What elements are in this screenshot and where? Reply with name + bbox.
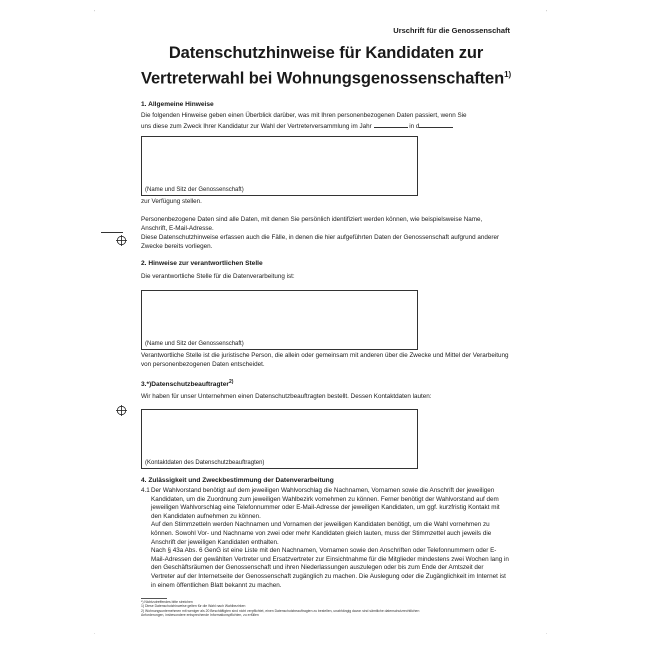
footnote: Anforderungen, insbesondere entsprechende Informationspflichten, zu erfüllen [141,613,259,618]
section-4-paragraph-3: Nach § 43a Abs. 6 GenG ist eine Liste mit den Nachnamen, Vornamen sowie den Anschriften oder Telefonnummern oder E-Mail-Adressen der gewählten Vertreter und Ersatzvertreter zur Einsichtnahme für die Mitglieder mindestens zwei Wochen lang in den Geschäftsräumen der Genossenschaft und ihren Niederlassungen auszulegen oder bis zum Ende der Amtszeit der Vertreter auf der Internetseite der Genossenschaft zugänglich zu machen. Die Auslegung oder die Zugänglichkeit im Internet ist in einem öffentlichen Blatt bekannt zu machen. [151,547,509,589]
section-4-paragraph-2: Auf den Stimmzetteln werden Nachnamen und Vornamen der jeweiligen Kandidaten benötigt, um die Wahl vornehmen zu können. Sowohl Vor- und Nachname von zwei oder mehr Kandidaten gleich lauten, muss der Stimmzettel auch jeweils die Anschrift der jeweiligen Kandidaten enthalten. [151,521,492,546]
cooperative-name-box[interactable] [141,136,418,196]
crop-mark-bottom-left: . [94,630,96,636]
crop-mark-top-left: ' [94,10,95,16]
footnote: 1) Diese Datenschutzhinweise gelten für die Wahl nach Wahlbezirken [141,604,246,609]
original-copy-label: Urschrift für die Genossenschaft [393,26,510,35]
registration-mark-icon [116,405,127,416]
section-1-heading: 1. Allgemeine Hinweise [141,101,214,108]
crop-mark-bottom-right: . [546,630,548,636]
fold-mark [101,232,123,233]
section-1-paragraph-2: Personenbezogene Daten sind alle Daten, mit denen Sie persönlich identifiziert werden können, wie beispielsweise Name, Anschrift, E-Mail-Adresse. [141,216,483,232]
footnote: *) Nichtzutreffendes bitte streichen [141,600,193,604]
box-caption: (Name und Sitz der Genossenschaft) [145,341,244,347]
section-3-heading: 3.*)Datenschutzbeauftragter$^{2)}$ [141,379,234,389]
footnote: 2) Wohnungsunternehmen mit weniger als 20 Beschäftigten sind nicht verpflichtet, einen Datenschutzbeauftragten zu bestellen, unabhängig davon sind sämtliche datenschutzrechtlichen [141,608,420,613]
section-1-after-box: zur Verfügung stellen. [141,198,202,205]
section-1-intro: Die folgenden Hinweise geben einen Überblick darüber, was mit Ihren personenbezogenen Daten passiert, wenn Sie uns diese zum Zweck Ihrer Kandidatur zur Wahl der Vertreterversammlung im Jahr in d [141,112,467,130]
data-protection-officer-box[interactable] [141,409,418,469]
section-4-paragraph-1: Der Wahlvorstand benötigt auf dem jeweiligen Wahlvorschlag die Nachnamen, Vornamen sowie die Anschrift der jeweiligen Kandidaten, um die Zuordnung zum jeweiligen Wahlbezirk vornehmen zu können. Ferner benötigt der Wahlvorstand auf dem jeweiligen Wahlvorschlag eine Telefonnummer oder E-Mail-Adresse der jeweiligen Kandidaten, um ggf. kurzfristig Kontakt mit den Kandidaten aufnehmen zu können. [151,487,500,520]
section-3-intro: Wir haben für unser Unternehmen einen Datenschutzbeauftragten bestellt. Dessen Kontaktdaten lauten: [141,393,432,400]
section-2-intro: Die verantwortliche Stelle für die Datenverarbeitung ist: [141,273,295,280]
section-4-heading: 4. Zulässigkeit und Zweckbestimmung der Datenverarbeitung [141,477,334,484]
section-1-paragraph-3: Diese Datenschutzhinweise erfassen auch die Fälle, in denen die hier aufgeführten Daten der Genossenschaft aufgrund anderer Zwecke bereits vorliegen. [141,234,500,250]
year-blank-field[interactable] [374,121,408,128]
box-caption: (Name und Sitz der Genossenschaft) [145,187,244,193]
cooperative-blank-field[interactable] [419,121,453,128]
page-title: Datenschutzhinweise für Kandidaten zur Vertreterwahl bei Wohnungsgenossenschaften$^{1)}$ [140,44,512,88]
section-4-1 [141,487,509,590]
crop-mark-top-right: ' [546,10,547,16]
responsible-party-box[interactable] [141,290,418,350]
section-2-heading: 2. Hinweise zur verantwortlichen Stelle [141,260,263,267]
section-2-after-box: Verantwortliche Stelle ist die juristische Person, die allein oder gemeinsam mit anderen über die Zwecke und Mittel der Verarbeitung von personenbezogenen Daten entscheidet. [141,352,509,368]
box-caption: (Kontaktdaten des Datenschutzbeauftragten) [145,460,265,466]
registration-mark-icon [116,235,127,246]
footnote-divider [141,598,167,599]
footnotes [141,600,511,618]
clause-number: 4.1 [141,487,150,494]
